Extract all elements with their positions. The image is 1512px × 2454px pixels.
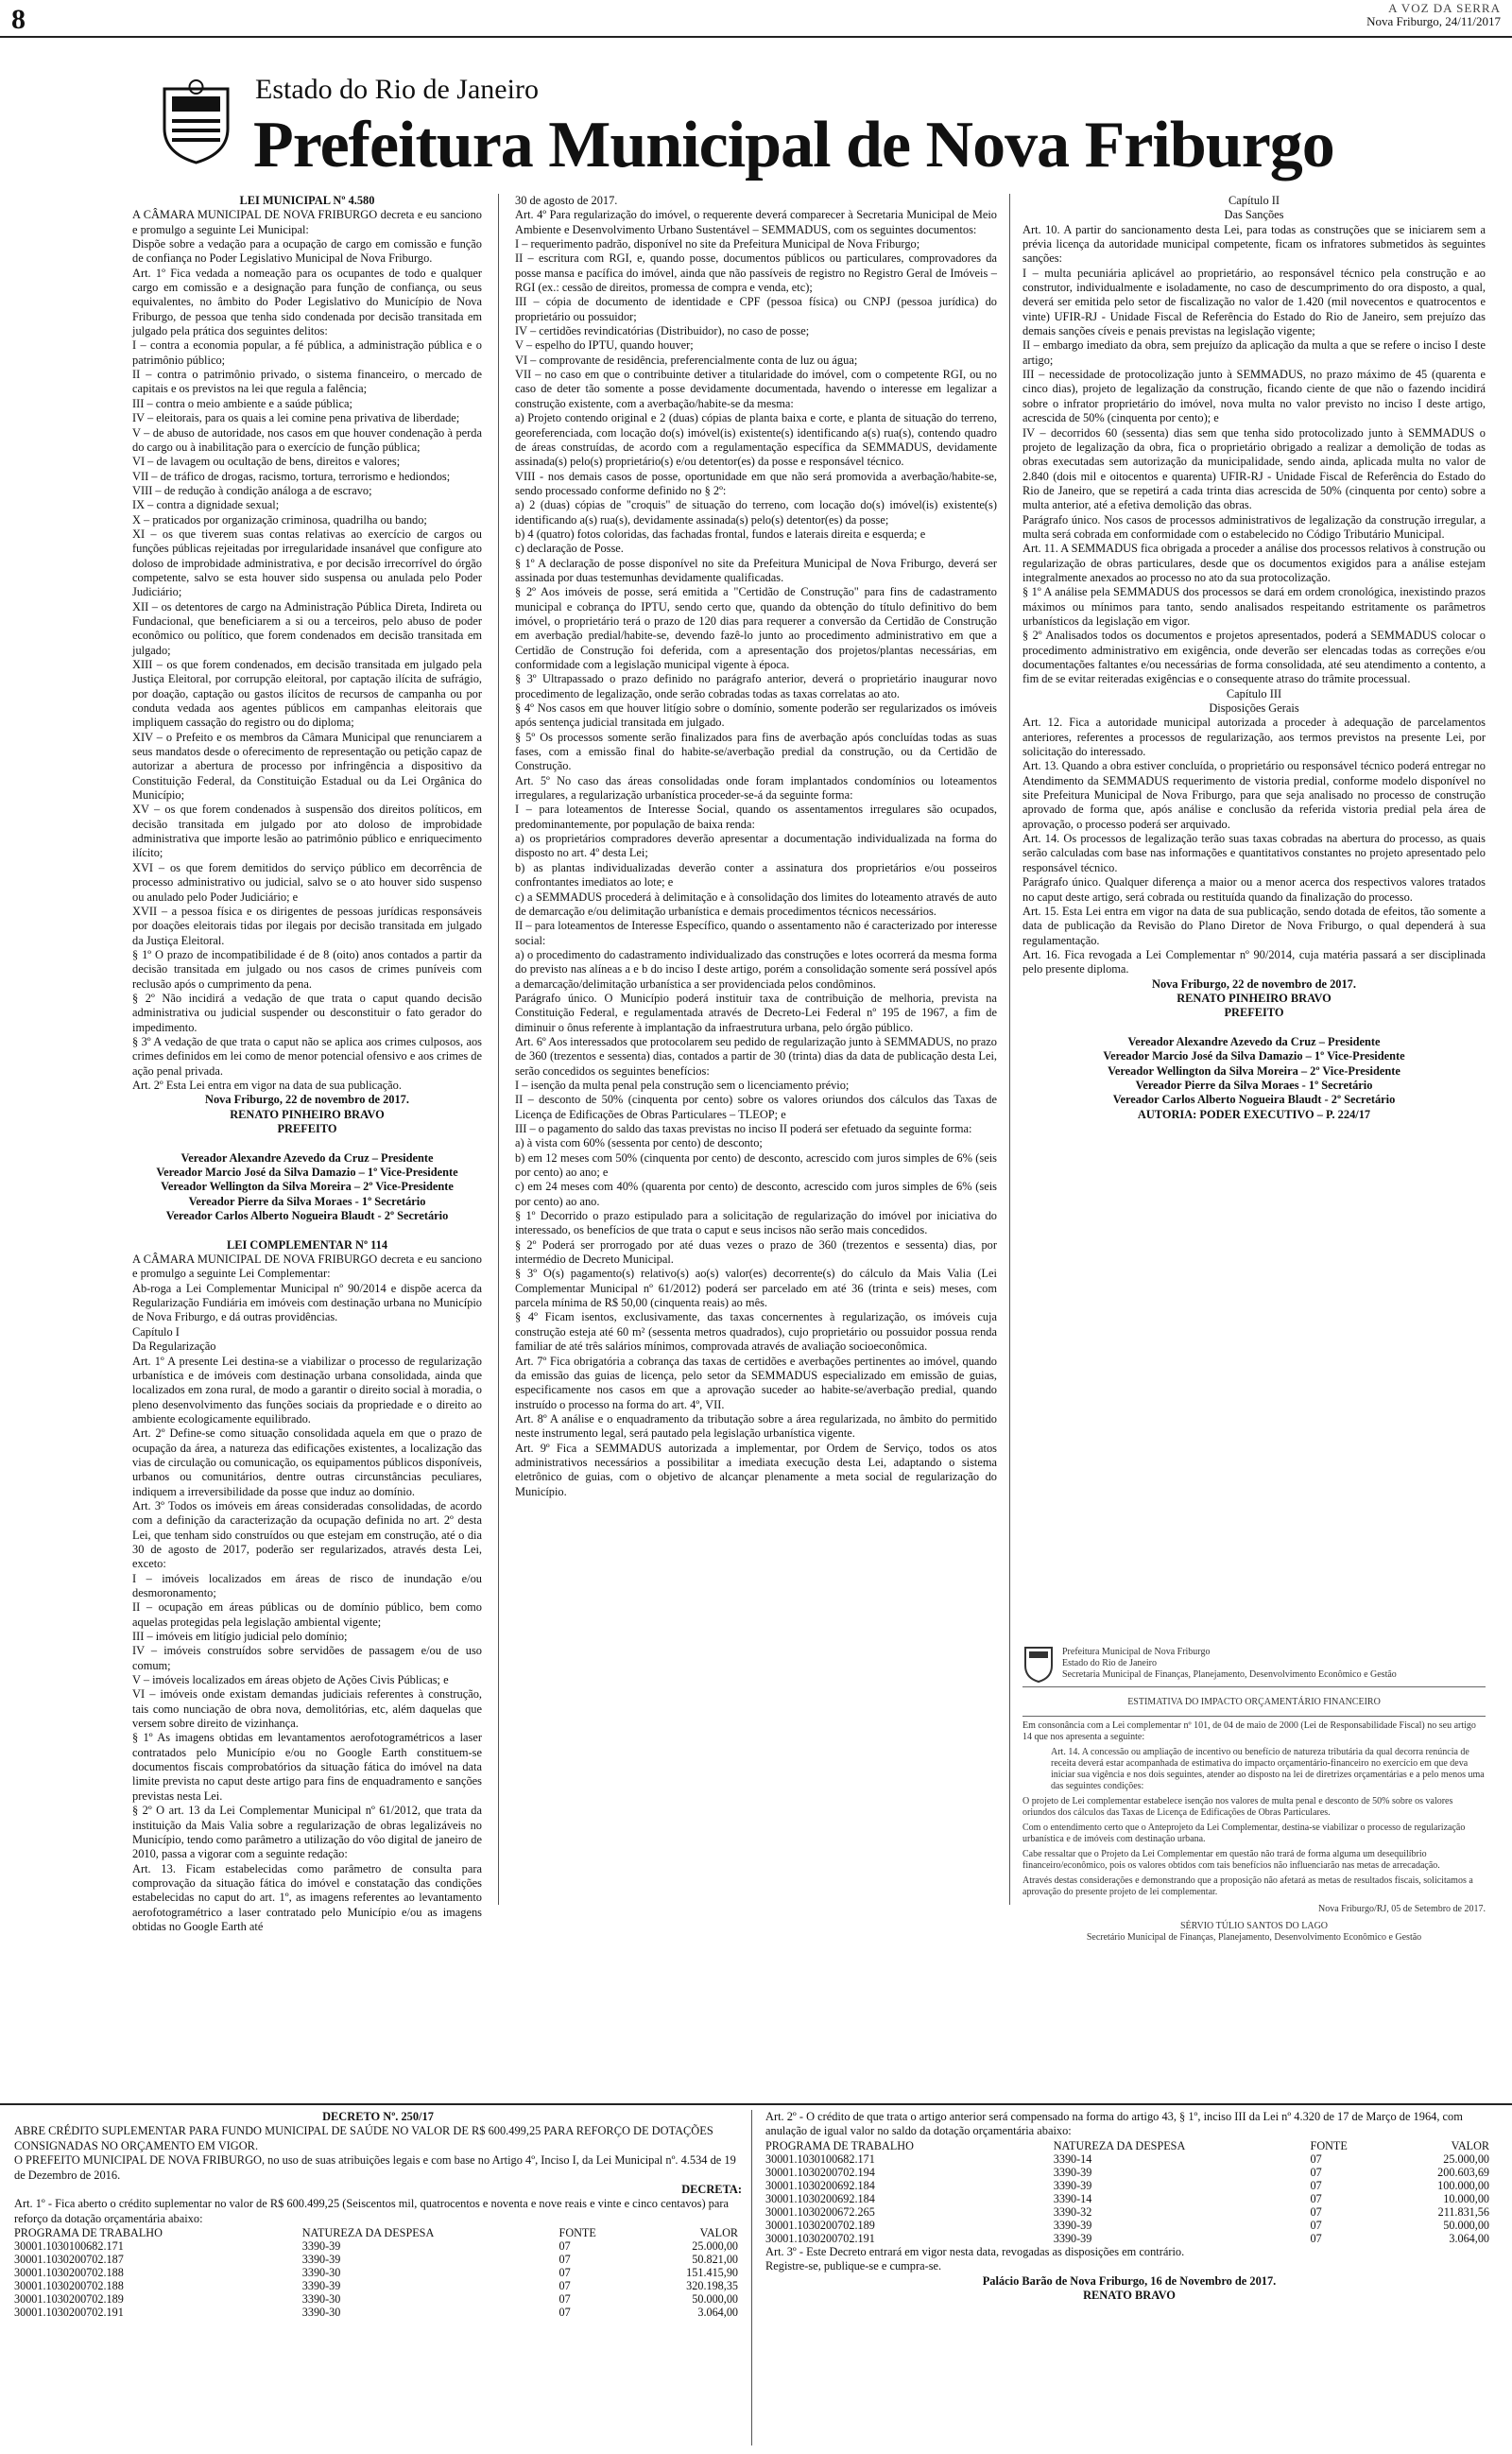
estimate-signer-role: Secretário Municipal de Finanças, Planejamento, Desenvolvimento Econômico e Gestão bbox=[1086, 1932, 1422, 1943]
law-paragraph: c) declaração de Posse. bbox=[515, 542, 624, 556]
table-cell: 10.000,00 bbox=[1443, 2191, 1489, 2205]
signer-name: RENATO PINHEIRO BRAVO bbox=[1177, 991, 1332, 1005]
table-cell: 07 bbox=[558, 2292, 571, 2307]
decree-left bbox=[14, 2110, 742, 2445]
table-row bbox=[765, 2179, 1493, 2192]
table-cell: 07 bbox=[1310, 2204, 1322, 2219]
top-bar bbox=[0, 0, 1512, 38]
table-cell: 3390-30 bbox=[301, 2292, 341, 2307]
law-paragraph: Dispõe sobre a vedação para a ocupação de cargo em comissão e função de confiança no Poder Legislativo Municipal de Nova Friburgo. bbox=[132, 237, 482, 266]
law-paragraph: Ab-roga a Lei Complementar Municipal nº 90/2014 e dispõe acerca da Regularização Fundiária em imóveis com destinação urbana no Município de Nova Friburgo, e dá outras providências. bbox=[132, 1281, 482, 1324]
estimate-title: ESTIMATIVA DO IMPACTO ORÇAMENTÁRIO FINANCEIRO bbox=[1127, 1697, 1381, 1707]
law-paragraph: I – multa pecuniária aplicável ao proprietário, ao responsável técnico pela construção e ao construtor, individualmente e isoladamente, no caso de descumprimento do ora disposto, a qual, deverá ser emitida pelo setor de fiscalização no valor de 1.420 (mil novecentos e quatrocentos e vinte) UFIR-RJ - Unidade Fiscal de Referência do Estado do Rio de Janeiro, sem prejuízo das demais sanções cíveis e penais previstas na legislação vigente; bbox=[1022, 266, 1486, 338]
law-paragraph: c) em 24 meses com 40% (quarenta por cento) de desconto, acrescido com juros simples de 6% (seis por cento) ao ano. bbox=[515, 1180, 997, 1208]
law-paragraph: b) em 12 meses com 50% (cinquenta por cento) de desconto, acrescido com juros simples de 6% (seis por cento) ao ano; e bbox=[515, 1150, 997, 1180]
estimate-text: Art. 14. A concessão ou ampliação de incentivo ou benefício de natureza tributária da qual decorra renúncia de receita deverá estar acompanhada de estimativa do impacto orçamentário-financeiro no exercício em que deva iniciar sua vigência e nos dois seguintes, atender ao disposto na lei de diretrizes orçamentárias e a pelo menos uma das seguintes condições: bbox=[1051, 1747, 1485, 1791]
table-cell: 30001.1030200672.265 bbox=[765, 2204, 875, 2219]
law-paragraph: XI – os que tiverem suas contas relativas ao exercício de cargos ou funções públicas rejeitadas por irregularidade insanável que configure ato doloso de improbidade administrativa, e por decisão irrecorrível do órgão competente, salvo se esta houver sido suspensa ou anulada pelo Poder Judiciário; bbox=[132, 527, 482, 599]
law-paragraph: b) 4 (quatro) fotos coloridas, das fachadas frontal, fundos e laterais direita e esquerda; e bbox=[515, 527, 926, 541]
table-row bbox=[14, 2292, 742, 2306]
law-paragraph: Art. 13. Quando a obra estiver concluída, o proprietário ou responsável técnico poderá entregar no Atendimento da SEMMADUS requerimento de vistoria predial, conforme modelo disponível no site Prefeitura Municipal de Nova Friburgo, para que seja analisado no processo de construção aprovado de forma que, após análise e conclusão da referida vistoria predial pela área de aprovação, o processo poderá ser arquivado. bbox=[1022, 759, 1486, 831]
table-cell: 3390-32 bbox=[1053, 2204, 1092, 2219]
table-cell: 30001.1030200702.191 bbox=[765, 2231, 875, 2245]
law-paragraph: III – o pagamento do saldo das taxas previstas no inciso II poderá ser efetuado da seguinte forma: bbox=[515, 1122, 972, 1135]
law-paragraph: I – requerimento padrão, disponível no site da Prefeitura Municipal de Nova Friburgo; bbox=[515, 237, 920, 251]
law-paragraph: IV – decorridos 60 (sessenta) dias sem que tenha sido protocolizado junto à SEMMADUS o projeto de legalização da obra, fica o proprietário obrigado a realizar a demolição de todas as obras executadas sem autorização da municipalidade, sendo ainda, aplicada multa no valor de 2.840 (dois mil e oitocentos e quarenta) UFIR-RJ - Unidade Fiscal de Referência do Estado do Rio de Janeiro, que se repetirá a cada trinta dias acrescida de 50% (cinquenta por cento) sobre a multa anterior, até a efetiva demolição das obras. bbox=[1022, 425, 1486, 512]
law-paragraph: VI – imóveis onde existam demandas judiciais referentes à construção, tais como nunciação de obra nova, demolitórias, etc, além daquelas que versem sobre direito de vizinhança. bbox=[132, 1687, 482, 1731]
column-2 bbox=[515, 194, 997, 1905]
section-rule bbox=[0, 2103, 1512, 2105]
table-cell: 30001.1030200702.187 bbox=[14, 2253, 124, 2267]
signature-date: Nova Friburgo, 22 de novembro de 2017. bbox=[205, 1093, 409, 1107]
table-cell: 3390-14 bbox=[1053, 2191, 1092, 2205]
table-cell: 07 bbox=[1310, 2191, 1322, 2205]
table-cell: 3390-30 bbox=[301, 2306, 341, 2320]
state-name: Estado do Rio de Janeiro bbox=[255, 74, 539, 105]
law-paragraph: § 3º A vedação de que trata o caput não se aplica aos crimes culposos, aos crimes definidos em lei como de menor potencial ofensivo e aos crimes de ação penal privada. bbox=[132, 1034, 482, 1078]
law-paragraph: Art. 14. Os processos de legalização terão suas taxas cobradas na abertura do processo, as quais serão calculadas com base nas informações e quantitativos constantes no projeto apresentado pelo responsável técnico. bbox=[1022, 832, 1486, 874]
law-paragraph: Art. 7º Fica obrigatória a cobrança das taxas de certidões e averbações pertinentes ao imóvel, quando da emissão das guias de licença, pelo setor da SEMMADUS especializado em emissão de guias, especificamente nos casos em que a aprovação suceder ao habite-se/averbação predial, quando instruído o processo na forma do art. 4º, VII. bbox=[515, 1354, 997, 1411]
law-paragraph: IX – contra a dignidade sexual; bbox=[132, 498, 280, 512]
coat-of-arms-icon bbox=[151, 76, 241, 165]
table-cell: 320.198,35 bbox=[686, 2279, 738, 2293]
table-header: VALOR bbox=[1451, 2138, 1489, 2152]
law-paragraph: Parágrafo único. O Município poderá instituir taxa de contribuição de melhoria, prevista na Constituição Federal, e regulamentada através de Decreto-Lei Federal nº 195 de 1967, a fim de diminuir o ônus referente à implantação da infraestrutura urbana, pelo órgão público. bbox=[515, 991, 997, 1034]
law-paragraph: Parágrafo único. Nos casos de processos administrativos de legalização da construção irregular, a multa será cobrada em conformidade com o estabelecido no Código Tributário Municipal. bbox=[1022, 512, 1486, 541]
table-cell: 200.603,69 bbox=[1437, 2165, 1489, 2179]
masthead-date: Nova Friburgo, 24/11/2017 bbox=[1366, 14, 1501, 28]
table-header: PROGRAMA DE TRABALHO bbox=[765, 2138, 914, 2152]
law-paragraph: § 2º Não incidirá a vedação de que trata o caput quando decisão administrativa ou judicial suspender ou desconstituir o fato gerador do impedimento. bbox=[132, 991, 482, 1034]
law-paragraph: II – contra o patrimônio privado, o sistema financeiro, o mercado de capitais e os previstos na lei que regula a falência; bbox=[132, 368, 482, 396]
table-cell: 100.000,00 bbox=[1437, 2178, 1489, 2192]
estimate-org: Secretaria Municipal de Finanças, Planejamento, Desenvolvimento Econômico e Gestão bbox=[1062, 1669, 1397, 1680]
law-paragraph: § 2º O art. 13 da Lei Complementar Municipal nº 61/2012, que trata da instituição da Mais Valia sobre a regularização de obras legalizáveis no Município, tendo como parâmetro a utilização do vôo digital de janeiro de 2010, passa a vigorar com a seguinte redação: bbox=[132, 1804, 482, 1861]
table-cell: 07 bbox=[558, 2279, 571, 2293]
table-row bbox=[14, 2253, 742, 2266]
decree-right bbox=[765, 2110, 1493, 2445]
law-paragraph: Art. 13. Ficam estabelecidas como parâmetro de consulta para comprovação da situação fática do imóvel e constatação das condições estabelecidas no caput do art. 1º, as imagens referentes ao levantamento aerofotogramétrico a laser contratado pelo Município e/ou as imagens obtidas no Google Earth até bbox=[132, 1861, 482, 1933]
table-row bbox=[14, 2239, 742, 2253]
signer-role: PREFEITO bbox=[277, 1122, 337, 1135]
law-paragraph: 30 de agosto de 2017. bbox=[515, 194, 618, 207]
board-member: Vereador Alexandre Azevedo da Cruz – Presidente bbox=[1127, 1034, 1381, 1048]
estimate-text: O projeto de Lei complementar estabelece isenção nos valores de multa penal e desconto de 50% sobre os valores oriundos dos cálculos das Taxas de Licença de Edificações de Obras Particulares. bbox=[1022, 1796, 1453, 1818]
table-cell: 30001.1030200702.189 bbox=[14, 2292, 124, 2307]
law-paragraph: Art. 8º A análise e o enquadramento da tributação sobre a área regularizada, no âmbito do permitido neste instrumento legal, será pautado pela legislação urbanística vigente. bbox=[515, 1411, 997, 1441]
law-paragraph: Art. 1º A presente Lei destina-se a viabilizar o processo de regularização urbanística e de imóveis com destinação urbana consolidada, ainda que localizados em zona rural, de modo a garantir o direito social à moradia, o pleno desenvolvimento das funções sociais da propriedade e o direito ao ambiente ecologicamente equilibrado. bbox=[132, 1354, 482, 1426]
table-cell: 07 bbox=[558, 2306, 571, 2320]
table-cell: 07 bbox=[1310, 2165, 1322, 2179]
table-cell: 07 bbox=[1310, 2152, 1322, 2166]
table-cell: 30001.1030200702.188 bbox=[14, 2279, 124, 2293]
board-member: Vereador Wellington da Silva Moreira – 2º Vice-Presidente bbox=[161, 1180, 454, 1194]
table-cell: 25.000,00 bbox=[692, 2239, 738, 2254]
table-row bbox=[765, 2192, 1493, 2205]
table-cell: 3390-30 bbox=[301, 2266, 341, 2280]
table-row bbox=[765, 2166, 1493, 2179]
table-cell: 07 bbox=[558, 2253, 571, 2267]
law-paragraph: III – imóveis em litígio judicial pelo domínio; bbox=[132, 1630, 348, 1644]
law-paragraph: a) 2 (duas) cópias de "croquis" de situação do terreno, com locação do(s) imóvel(is) existente(s) identificando a(s) rua(s), devidamente assinada(s) pelo(s) detentor(es) da posse; bbox=[515, 498, 997, 527]
decree-intro: O PREFEITO MUNICIPAL DE NOVA FRIBURGO, no uso de suas atribuições legais e com base no Artigo 4º, Inciso I, da Lei Municipal nº. 4.534 de 19 de Dezembro de 2016. bbox=[14, 2153, 736, 2182]
law-paragraph: III – cópia de documento de identidade e CPF (pessoa física) ou CNPJ (pessoa jurídica) do proprietário ou possuidor; bbox=[515, 295, 997, 323]
table-row bbox=[14, 2306, 742, 2319]
page-title: Prefeitura Municipal de Nova Friburgo bbox=[253, 109, 1334, 181]
table-cell: 07 bbox=[1310, 2218, 1322, 2232]
law-paragraph: II – escritura com RGI, e, quando posse, documentos públicos ou particulares, comprovadores da posse mansa e pacífica do imóvel, ainda que não passíveis de registro no Registro Geral de Imóveis – RGI (ex.: cessão de direitos, promessa de compra e venda, etc); bbox=[515, 251, 997, 295]
column-divider bbox=[751, 2110, 752, 2445]
law-paragraph: a) os proprietários compradores deverão apresentar a documentação individualizada na forma do disposto no art. 4º desta Lei; bbox=[515, 832, 997, 860]
estimate-text: Em consonância com a Lei complementar nº 101, de 04 de maio de 2000 (Lei de Responsabilidade Fiscal) no seu artigo 14 que nos apresenta a seguinte: bbox=[1022, 1720, 1476, 1742]
law-paragraph: III – necessidade de protocolização junto à SEMMADUS, no prazo máximo de 45 (quarenta e cinco dias), projeto de legalização da construção, ficando ciente de que não o fazendo incidirá sobre o infrator proprietário do imóvel, nova multa no valor previsto no inciso I deste artigo, acrescida de 50% (cinquenta por cento); e bbox=[1022, 368, 1486, 425]
decree-art2: Art. 2º - O crédito de que trata o artigo anterior será compensado na forma do artigo 43, § 1º, inciso III da Lei nº 4.320 de 17 de Março de 1964, com anulação de igual valor no saldo da dotação orçamentária abaixo: bbox=[765, 2110, 1463, 2138]
law-paragraph: § 3º Ultrapassado o prazo definido no parágrafo anterior, deverá o proprietário inaugurar novo procedimento de legalização, onde serão cobradas todas as taxas correlatas ao ato. bbox=[515, 672, 997, 700]
law-paragraph: II – ocupação em áreas públicas ou de domínio público, bem como aquelas protegidas pela legislação ambiental vigente; bbox=[132, 1600, 482, 1629]
authorship: AUTORIA: PODER EXECUTIVO – P. 224/17 bbox=[1137, 1107, 1371, 1121]
law-paragraph: § 1º Decorrido o prazo estipulado para a solicitação de regularização do imóvel por iniciativa do interessado, os benefícios de que trata o caput e seus incisos não serão mais concedidos. bbox=[515, 1209, 997, 1237]
law-paragraph: Art. 16. Fica revogada a Lei Complementar nº 90/2014, cuja matéria passará a ser disciplinada pelo presente diploma. bbox=[1022, 947, 1486, 976]
table-cell: 3.064,00 bbox=[1449, 2231, 1489, 2245]
table-cell: 211.831,56 bbox=[1437, 2204, 1489, 2219]
table-cell: 3390-39 bbox=[301, 2279, 341, 2293]
decree-art3: Art. 3º - Este Decreto entrará em vigor nesta data, revogadas as disposições em contrário. bbox=[765, 2244, 1185, 2258]
table-row bbox=[14, 2279, 742, 2292]
chapter-heading: Capítulo III bbox=[1226, 686, 1282, 700]
law-paragraph: I – contra a economia popular, a fé pública, a administração pública e o patrimônio público; bbox=[132, 338, 482, 367]
law-paragraph: IV – imóveis construídos sobre servidões de passagem e/ou de uso comum; bbox=[132, 1644, 482, 1672]
table-cell: 3390-39 bbox=[1053, 2165, 1092, 2179]
board-member: Vereador Marcio José da Silva Damazio – 1º Vice-Presidente bbox=[156, 1166, 458, 1180]
table-row bbox=[765, 2152, 1493, 2166]
board-member: Vereador Marcio José da Silva Damazio – 1º Vice-Presidente bbox=[1103, 1049, 1405, 1063]
table-cell: 07 bbox=[558, 2266, 571, 2280]
law-paragraph: VI – comprovante de residência, preferencialmente conta de luz ou água; bbox=[515, 353, 858, 367]
law-paragraph: § 1º O prazo de incompatibilidade é de 8 (oito) anos contados a partir da decisão transitada em julgado ou nos casos de crimes puníveis com reclusão após o cumprimento da pena. bbox=[132, 947, 482, 991]
law-paragraph: a) o procedimento do cadastramento individualizado das construções e lotes ocorrerá da mesma forma do previsto nas alíneas a e b do inciso I deste artigo, porém a consolidação somente será possível após a demarcação/delimitação urbanística a ser providenciada pelos condôminos. bbox=[515, 947, 997, 991]
law-paragraph: V – espelho do IPTU, quando houver; bbox=[515, 338, 694, 353]
signer-name: RENATO PINHEIRO BRAVO bbox=[230, 1107, 385, 1121]
column-divider bbox=[498, 194, 499, 1905]
law-paragraph: VIII - nos demais casos de posse, oportunidade em que não será promovida a averbação/habite-se, sendo processado conforme definido no § 2º: bbox=[515, 469, 997, 497]
impact-estimate bbox=[1022, 1645, 1486, 2070]
table-cell: 3390-14 bbox=[1053, 2152, 1092, 2166]
decree-art1: Art. 1º - Fica aberto o crédito suplementar no valor de R$ 600.499,25 (Seiscentos mil, quatrocentos e noventa e nove reais e vinte e cinco centavos) para reforço da dotação orçamentária abaixo: bbox=[14, 2197, 729, 2225]
board-member: Vereador Carlos Alberto Nogueira Blaudt - 2º Secretário bbox=[165, 1209, 449, 1223]
law-paragraph: II – para loteamentos de Interesse Específico, quando o assentamento não é caracterizado por interesse social: bbox=[515, 919, 997, 947]
masthead bbox=[1366, 2, 1501, 28]
table-row bbox=[765, 2219, 1493, 2232]
law-paragraph: § 1º A declaração de posse disponível no site da Prefeitura Municipal de Nova Friburgo, deverá ser assinada por duas testemunhas devidamente qualificadas. bbox=[515, 556, 997, 584]
chapter-name: Disposições Gerais bbox=[1209, 701, 1299, 716]
estimate-text: Com o entendimento certo que o Anteprojeto da Lei Complementar, destina-se viabilizar o processo de regularização urbanística e de imóveis com destinação urbana. bbox=[1022, 1823, 1466, 1844]
table-cell: 30001.1030200702.191 bbox=[14, 2306, 124, 2320]
table-cell: 30001.1030200702.188 bbox=[14, 2266, 124, 2280]
table-cell: 3390-39 bbox=[1053, 2231, 1092, 2245]
signer-role: PREFEITO bbox=[1224, 1006, 1284, 1020]
law-paragraph: § 1º As imagens obtidas em levantamentos aerofotogramétricos a laser contratados pelo Município e/ou no Google Earth constituem-se documentos fiscais comprobatórios da situação fática do imóvel na data limite prevista no caput deste artigo para fins de enquadramento e sanções previstas nesta Lei. bbox=[132, 1731, 482, 1803]
table-header: PROGRAMA DE TRABALHO bbox=[14, 2226, 163, 2240]
estimate-text: Através destas considerações e demonstrando que a proposição não afetará as metas de resultados fiscais, solicitamos a aprovação do presente projeto de lei complementar. bbox=[1022, 1875, 1473, 1897]
table-cell: 07 bbox=[558, 2239, 571, 2254]
table-cell: 3390-39 bbox=[1053, 2218, 1092, 2232]
law-paragraph: I – isenção da multa penal pela construção sem o licenciamento prévio; bbox=[515, 1078, 850, 1092]
law-paragraph: I – imóveis localizados em áreas de risco de inundação e/ou desmoronamento; bbox=[132, 1571, 482, 1599]
table-header: NATUREZA DA DESPESA bbox=[301, 2226, 435, 2240]
law-paragraph: XIII – os que forem condenados, em decisão transitada em julgado pela Justiça Eleitoral, por corrupção eleitoral, por captação ilícita de sufrágio, por doação, captação ou gastos ilícitos de recursos de campanha ou por conduta vedada aos agentes públicos em campanhas eleitorais que impliquem cassação do registro ou do diploma; bbox=[132, 658, 482, 730]
law-paragraph: b) as plantas individualizadas deverão conter a assinatura dos proprietários e/ou posseiros confrontantes imediatos ao lote; e bbox=[515, 860, 997, 890]
law-paragraph: a) Projeto contendo original e 2 (duas) cópias de planta baixa e corte, e planta de situação do terreno, georeferenciada, com locação do(s) imóvel(is) existente(s) identificando a(s) rua(s), contendo quadro de áreas construídas, de acordo com a regulamentação específica da SEMMADUS, devidamente assinada(s) pelo(s) proprietário(s) e/ou detentor(es) da posse e responsável técnico. bbox=[515, 411, 997, 469]
law-paragraph: II – embargo imediato da obra, sem prejuízo da aplicação da multa a que se refere o inciso I deste artigo; bbox=[1022, 338, 1486, 367]
decree-signer: RENATO BRAVO bbox=[1083, 2289, 1176, 2303]
law-paragraph: § 4º Nos casos em que houver litígio sobre o domínio, somente poderão ser regularizados os imóveis após sentença judicial transitada em julgado. bbox=[515, 701, 997, 730]
board-member: Vereador Wellington da Silva Moreira – 2º Vice-Presidente bbox=[1108, 1063, 1400, 1078]
table-cell: 30001.1030200702.189 bbox=[765, 2218, 875, 2232]
law-paragraph: II – desconto de 50% (cinquenta por cento) sobre os valores oriundos dos cálculos das Taxas de Licença de Edificações de Obras Particulares – TLEOP; e bbox=[515, 1093, 997, 1121]
column-3 bbox=[1022, 194, 1486, 1635]
table-row bbox=[765, 2205, 1493, 2219]
law-paragraph: XVI – os que forem demitidos do serviço público em decorrência de processo administrativo ou judicial, salvo se o ato houver sido suspenso ou anulado pelo Poder Judiciário; e bbox=[132, 860, 482, 904]
annulment-table bbox=[765, 2139, 1493, 2245]
board-member: Vereador Carlos Alberto Nogueira Blaudt - 2º Secretário bbox=[1112, 1093, 1396, 1107]
law-paragraph: V – de abuso de autoridade, nos casos em que houver condenação à perda do cargo ou à inabilitação para o exercício de função pública; bbox=[132, 425, 482, 454]
column-divider bbox=[1009, 194, 1010, 1905]
decree-summary: ABRE CRÉDITO SUPLEMENTAR PARA FUNDO MUNICIPAL DE SAÚDE NO VALOR DE R$ 600.499,25 PARA REFORÇO DE DOTAÇÕES CONSIGNADAS NO ORÇAMENTO EM VIGOR. bbox=[14, 2124, 713, 2152]
table-header: VALOR bbox=[699, 2226, 738, 2240]
signature-date: Nova Friburgo, 22 de novembro de 2017. bbox=[1152, 976, 1356, 991]
estimate-date: Nova Friburgo/RJ, 05 de Setembro de 2017. bbox=[1317, 1904, 1486, 1914]
law-paragraph: Art. 9º Fica a SEMMADUS autorizada a implementar, por Ordem de Serviço, todos os atos administrativos necessários a possibilitar a imediata execução desta Lei, adaptando o sistema eletrônico de guias, com o objetivo de alcançar plenamente a meta social de regularização do Município. bbox=[515, 1441, 997, 1498]
law-paragraph: III – contra o meio ambiente e a saúde pública; bbox=[132, 396, 352, 410]
table-cell: 151.415,90 bbox=[686, 2266, 738, 2280]
table-cell: 50.000,00 bbox=[1443, 2218, 1489, 2232]
law-paragraph: a) à vista com 60% (sessenta por cento) de desconto; bbox=[515, 1136, 763, 1150]
chapter-name: Das Sanções bbox=[1224, 208, 1284, 222]
law-paragraph: Parágrafo único. Qualquer diferença a maior ou a menor acerca dos respectivos valores tratados no caput deste artigo, será cobrada ou restituída quando da finalização do processo. bbox=[1022, 875, 1486, 904]
law-paragraph: § 4º Ficam isentos, exclusivamente, das taxas concernentes à regularização, os imóveis cuja construção esteja até 60 m² (sessenta metros quadrados), cujo proprietário ou possuidor possua renda familiar de até três salários mínimos, comprovada através de avaliação socioeconômica. bbox=[515, 1310, 997, 1354]
decree-closing: Registre-se, publique-se e cumpra-se. bbox=[765, 2259, 942, 2273]
estimate-org: Prefeitura Municipal de Nova Friburgo bbox=[1062, 1647, 1211, 1657]
law-title: LEI MUNICIPAL Nº 4.580 bbox=[239, 194, 375, 207]
board-member: Vereador Alexandre Azevedo da Cruz – Presidente bbox=[180, 1150, 434, 1165]
law-paragraph: c) a SEMMADUS procederá à delimitação e à consolidação dos limites do loteamento através de auto de demarcação e/ou delimitação urbanística e demais procedimentos técnicos necessários. bbox=[515, 890, 997, 918]
law-paragraph: § 2º Aos imóveis de posse, será emitida a "Certidão de Construção" para fins de cadastramento municipal e cobrança do IPTU, sendo certo que, quando da obtenção do título definitivo do bem imóvel, o proprietário terá o prazo de 120 dias para requerer a conversão da Certidão de Construção em averbação predial/habite-se, devendo fazê-lo junto ao procedimento administrativo em que a Certidão de Construção foi deferida, com a apresentação dos projetos/plantas necessárias, em conformidade com a legislação municipal vigente à época. bbox=[515, 585, 997, 671]
table-cell: 50.821,00 bbox=[692, 2253, 738, 2267]
law-paragraph: VI – de lavagem ou ocultação de bens, direitos e valores; bbox=[132, 455, 401, 469]
decree-decreta: DECRETA: bbox=[681, 2183, 742, 2197]
page-number: 8 bbox=[11, 4, 26, 35]
estimate-org: Estado do Rio de Janeiro bbox=[1062, 1658, 1157, 1668]
law-paragraph: X – praticados por organização criminosa, quadrilha ou bando; bbox=[132, 512, 427, 527]
law-paragraph: VII – de tráfico de drogas, racismo, tortura, terrorismo e hediondos; bbox=[132, 469, 451, 483]
chapter-name: Da Regularização bbox=[132, 1339, 216, 1354]
law-paragraph: Art. 12. Fica a autoridade municipal autorizada a proceder à adequação de parcelamentos anteriores, referentes a processos de regularização, aos termos previstos na presente Lei, por solicitação do interessado. bbox=[1022, 716, 1486, 759]
law-paragraph: A CÂMARA MUNICIPAL DE NOVA FRIBURGO decreta e eu sanciono e promulgo a seguinte Lei Complementar: bbox=[132, 1253, 482, 1281]
table-header: FONTE bbox=[558, 2226, 596, 2240]
estimate-text: Cabe ressaltar que o Projeto da Lei Complementar em questão não trará de forma alguma um desequilíbrio financeiro/econômico, pois os valores obtidos com tais benefícios não influenciarão nas metas de arrecadação. bbox=[1022, 1849, 1440, 1871]
board-member: Vereador Pierre da Silva Moraes - 1º Secretário bbox=[1135, 1078, 1373, 1092]
table-cell: 30001.1030200702.194 bbox=[765, 2165, 875, 2179]
prefeitura-header bbox=[151, 66, 1380, 180]
law-paragraph: V – imóveis localizados em áreas objeto de Ações Civis Públicas; e bbox=[132, 1673, 449, 1687]
law-paragraph: XV – os que forem condenados à suspensão dos direitos políticos, em decisão transitada em julgado por ato doloso de improbidade administrativa que importe lesão ao patrimônio público e enriquecimento ilícito; bbox=[132, 803, 482, 860]
table-row bbox=[14, 2266, 742, 2279]
table-cell: 3390-39 bbox=[1053, 2178, 1092, 2192]
table-cell: 3390-39 bbox=[301, 2253, 341, 2267]
law-paragraph: § 1º A análise pela SEMMADUS dos processos se dará em ordem cronológica, inexistindo prazos máximos ou mínimos para tanto, sendo analisados respeitando estritamente os parâmetros urbanísticos da legislação em vigor. bbox=[1022, 585, 1486, 628]
table-cell: 07 bbox=[1310, 2231, 1322, 2245]
decree-title: DECRETO Nº. 250/17 bbox=[322, 2110, 434, 2123]
table-cell: 3.064,00 bbox=[697, 2306, 738, 2320]
table-cell: 07 bbox=[1310, 2178, 1322, 2192]
law-paragraph: § 2º Analisados todos os documentos e projetos apresentados, poderá a SEMMADUS colocar o procedimento administrativo em exigência, onde deverão ser elencadas todas as correções e/ou documentações faltantes e/ou necessárias de forma consolidada, até seu atendimento a contento, a fim de se evitar reiteradas exigências e o consequente atraso do trâmite processual. bbox=[1022, 629, 1486, 686]
table-cell: 25.000,00 bbox=[1443, 2152, 1489, 2166]
law-paragraph: Art. 3º Todos os imóveis em áreas consideradas consolidadas, de acordo com a definição da caracterização da ocupação definida no art. 2º desta Lei, que tenham sido construídos ou que estejam em construção, até o dia 30 de agosto de 2017, poderão ser regularizados, através desta Lei, exceto: bbox=[132, 1498, 482, 1571]
law-paragraph: Art. 15. Esta Lei entra em vigor na data de sua publicação, sendo dotada de efeitos, tão somente a data de publicação da Revisão do Plano Diretor de Nova Friburgo, o qual dependerá à sua regulamentação. bbox=[1022, 904, 1486, 947]
law-paragraph: Art. 2º Define-se como situação consolidada aquela em que o prazo de ocupação da área, a natureza das edificações existentes, a localização das vias de circulação ou comunicação, os equipamentos públicos disponíveis, urbanos ou comunitários, dentre outras circunstâncias peculiares, indiquem a irreversibilidade da posse que induz ao domínio. bbox=[132, 1426, 482, 1498]
law-paragraph: XVII – a pessoa física e os dirigentes de pessoas jurídicas responsáveis por doações eleitorais tidas por ilegais por decisão transitada em julgado da Justiça Eleitoral. bbox=[132, 904, 482, 947]
law-paragraph: VII – no caso em que o contribuinte detiver a titularidade do imóvel, com o competente RGI, ou no caso de deter tão somente a posse devidamente documentada, havendo o interesse em legalizar a construção existente, com a averbação/habite-se da mesma: bbox=[515, 368, 997, 410]
law-paragraph: A CÂMARA MUNICIPAL DE NOVA FRIBURGO decreta e eu sanciono e promulgo a seguinte Lei Municipal: bbox=[132, 208, 482, 236]
table-header: FONTE bbox=[1310, 2138, 1348, 2152]
law-paragraph: I – para loteamentos de Interesse Social, quando os assentamentos irregulares são ocupados, predominantemente, por população de baixa renda: bbox=[515, 803, 997, 831]
law-paragraph: Art. 5º No caso das áreas consolidadas onde foram implantados condomínios ou loteamentos irregulares, a regularização urbanística proceder-se-á da seguinte forma: bbox=[515, 773, 997, 803]
law-paragraph: XIV – o Prefeito e os membros da Câmara Municipal que renunciarem a seus mandatos desde o oferecimento de representação ou petição capaz de autorizar a abertura de processo por infringência a dispositivo da Constituição Federal, da Constituição Estadual ou da Lei Orgânica do Município; bbox=[132, 730, 482, 803]
credit-table bbox=[14, 2226, 742, 2319]
decree-place-date: Palácio Barão de Nova Friburgo, 16 de Novembro de 2017. bbox=[982, 2273, 1277, 2288]
chapter-heading: Capítulo I bbox=[132, 1324, 180, 1339]
law-paragraph: Art. 4º Para regularização do imóvel, o requerente deverá comparecer à Secretaria Municipal de Meio Ambiente e Desenvolvimento Urbano Sustentável – SEMMADUS, com os seguintes documentos: bbox=[515, 208, 997, 236]
table-cell: 30001.1030200692.184 bbox=[765, 2191, 875, 2205]
table-cell: 3390-39 bbox=[301, 2239, 341, 2254]
law-paragraph: § 5º Os processos somente serão finalizados para fins de averbação após concluídas todas as suas fases, com a emissão final do habite-se/averbação predial da construção, ou da Certidão de Construção. bbox=[515, 730, 997, 773]
chapter-heading: Capítulo II bbox=[1228, 194, 1280, 207]
table-header: NATUREZA DA DESPESA bbox=[1053, 2138, 1186, 2152]
law-paragraph: Art. 11. A SEMMADUS fica obrigada a proceder a análise dos processos relativos à construção ou regularização de obras particulares, desde que os documentos exigidos para a análise estejam integralmente anexados ao processo no ato da sua protocolização. bbox=[1022, 542, 1486, 584]
law-paragraph: Art. 2º Esta Lei entra em vigor na data de sua publicação. bbox=[132, 1078, 402, 1092]
table-row bbox=[765, 2232, 1493, 2245]
board-member: Vereador Pierre da Silva Moraes - 1º Secretário bbox=[188, 1194, 426, 1208]
table-cell: 30001.1030200692.184 bbox=[765, 2178, 875, 2192]
estimate-signer: SÉRVIO TÚLIO SANTOS DO LAGO bbox=[1179, 1921, 1329, 1931]
table-cell: 50.000,00 bbox=[692, 2292, 738, 2307]
law-title: LEI COMPLEMENTAR Nº 114 bbox=[226, 1237, 388, 1252]
top-rule bbox=[0, 36, 1512, 38]
law-paragraph: VIII – de redução à condição análoga a de escravo; bbox=[132, 483, 372, 497]
coat-of-arms-icon bbox=[1022, 1645, 1055, 1683]
column-1 bbox=[132, 194, 482, 1933]
law-paragraph: Art. 1º Fica vedada a nomeação para os ocupantes de todo e qualquer cargo em comissão e a designação para função de confiança, ou seus equivalentes, no âmbito do Poder Legislativo do Município de Nova Friburgo, de pessoa que tenha sido condenada por decisão transitada em julgado pela prática dos seguintes delitos: bbox=[132, 266, 482, 338]
law-paragraph: IV – certidões revindicatórias (Distribuidor), no caso de posse; bbox=[515, 324, 810, 338]
table-cell: 30001.1030100682.171 bbox=[14, 2239, 124, 2254]
law-paragraph: Art. 6º Aos interessados que protocolarem seu pedido de regularização junto à SEMMADUS, no prazo de 360 (trezentos e sessenta) dias, contados a partir de 30 (trinta) dias da data de publicação desta Lei, serão concedidos os seguintes benefícios: bbox=[515, 1034, 997, 1078]
table-cell: 30001.1030100682.171 bbox=[765, 2152, 875, 2166]
law-paragraph: § 3º O(s) pagamento(s) relativo(s) ao(s) valor(es) decorrente(s) do cálculo da Mais Valia (Lei Complementar Municipal nº 61/2012) poderá ser parcelado em até 36 (trinta e seis) meses, com parcela mínima de R$ 50,00 (cinquenta reais) ao mês. bbox=[515, 1267, 997, 1310]
masthead-name: A VOZ DA SERRA bbox=[1388, 1, 1501, 15]
law-paragraph: IV – eleitorais, para os quais a lei comine pena privativa de liberdade; bbox=[132, 411, 460, 425]
law-paragraph: XII – os detentores de cargo na Administração Pública Direta, Indireta ou Fundacional, que beneficiarem a si ou a terceiros, pelo abuso de poder econômico ou político, que forem condenados em decisão transitada em julgado; bbox=[132, 599, 482, 657]
law-paragraph: § 2º Poderá ser prorrogado por até duas vezes o prazo de 360 (trezentos e sessenta) dias, por intermédio de Decreto Municipal. bbox=[515, 1237, 997, 1267]
law-paragraph: Art. 10. A partir do sancionamento desta Lei, para todas as construções que se iniciarem sem a prévia licença da autoridade municipal competente, ficam os infratores submetidos às seguintes sanções: bbox=[1022, 222, 1486, 266]
